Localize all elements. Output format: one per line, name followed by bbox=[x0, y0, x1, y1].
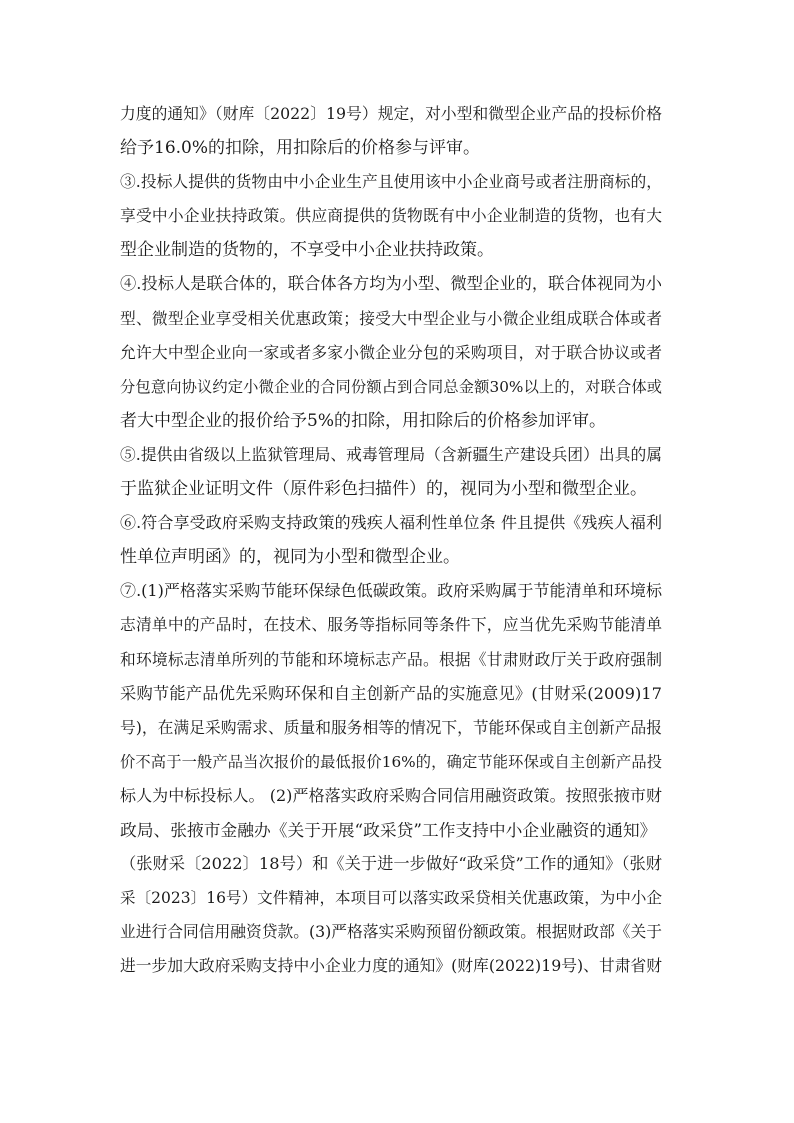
text-line: 允许大中型企业向一家或者多家小微企业分包的采购项目，对于联合协议或者 bbox=[120, 342, 662, 362]
text-line: 力度的通知》（财库〔2022〕19号）规定，对小型和微型企业产品的投标价格 bbox=[120, 104, 662, 123]
text-line: ③.投标人提供的货物由中小企业生产且使用该中小企业商号或者注册商标的， bbox=[120, 172, 662, 192]
text-line: 业进行合同信用融资贷款。(3)严格落实采购预留份额政策。根据财政部《关于 bbox=[120, 922, 662, 942]
text-line: 政局、张掖市金融办《关于开展“政采贷”工作支持中小企业融资的通知》 bbox=[120, 819, 657, 840]
text-line: 享受中小企业扶持政策。供应商提供的货物既有中小企业制造的货物，也有大 bbox=[120, 206, 662, 226]
text-line: 给予16.0%的扣除，用扣除后的价格参与评审。 bbox=[120, 138, 481, 159]
text-line: 标人为中标投标人。 (2)严格落实政府采购合同信用融资政策。按照张掖市财 bbox=[120, 785, 662, 805]
text-line: 采购节能产品优先采购环保和自主创新产品的实施意见》(甘财采(2009)17 bbox=[120, 683, 662, 703]
text-line: 型企业制造的货物的，不享受中小企业扶持政策。 bbox=[120, 240, 494, 261]
text-line: 志清单中的产品时，在技术、服务等指标同等条件下，应当优先采购节能清单 bbox=[120, 615, 662, 635]
text-line: ⑦.(1)严格落实采购节能环保绿色低碳政策。政府采购属于节能清单和环境标 bbox=[120, 581, 662, 601]
text-line: 进一步加大政府采购支持中小企业力度的通知》(财库(2022)19号)、甘肃省财 bbox=[120, 956, 662, 976]
text-line: 分包意向协议约定小微企业的合同份额占到合同总金额30%以上的，对联合体或 bbox=[120, 377, 662, 396]
text-line: （张财采〔2022〕18号）和《关于进一步做好“政采贷”工作的通知》（张财 bbox=[120, 854, 662, 874]
text-line: 价不高于一般产品当次报价的最低报价16%的，确定节能环保或自主创新产品投 bbox=[120, 752, 662, 771]
text-line: 型、微型企业享受相关优惠政策；接受大中型企业与小微企业组成联合体或者 bbox=[120, 308, 662, 328]
text-line: 者大中型企业的报价给予5%的扣除，用扣除后的价格参加评审。 bbox=[120, 410, 606, 431]
text-line: ⑥.符合享受政府采购支持政策的残疾人福利性单位条 件且提供《残疾人福利 bbox=[120, 513, 662, 533]
text-line: 号)，在满足采购需求、质量和服务相等的情况下，节能环保或自主创新产品报 bbox=[120, 717, 662, 737]
text-line: 采〔2023〕16号）文件精神，本项目可以落实政采贷相关优惠政策，为中小企 bbox=[120, 889, 662, 908]
text-line: ⑤.提供由省级以上监狱管理局、戒毒管理局（含新疆生产建设兵团）出具的属 bbox=[120, 444, 662, 464]
text-line: ④.投标人是联合体的，联合体各方均为小型、微型企业的，联合体视同为小 bbox=[120, 274, 662, 294]
text-line: 于监狱企业证明文件（原件彩色扫描件）的，视同为小型和微型企业。 bbox=[120, 479, 647, 500]
text-line: 性单位声明函》的，视同为小型和微型企业。 bbox=[120, 547, 460, 568]
text-line: 和环境标志清单所列的节能和环境标志产品。根据《甘肃财政厅关于政府强制 bbox=[120, 649, 662, 669]
document-body bbox=[120, 97, 662, 983]
